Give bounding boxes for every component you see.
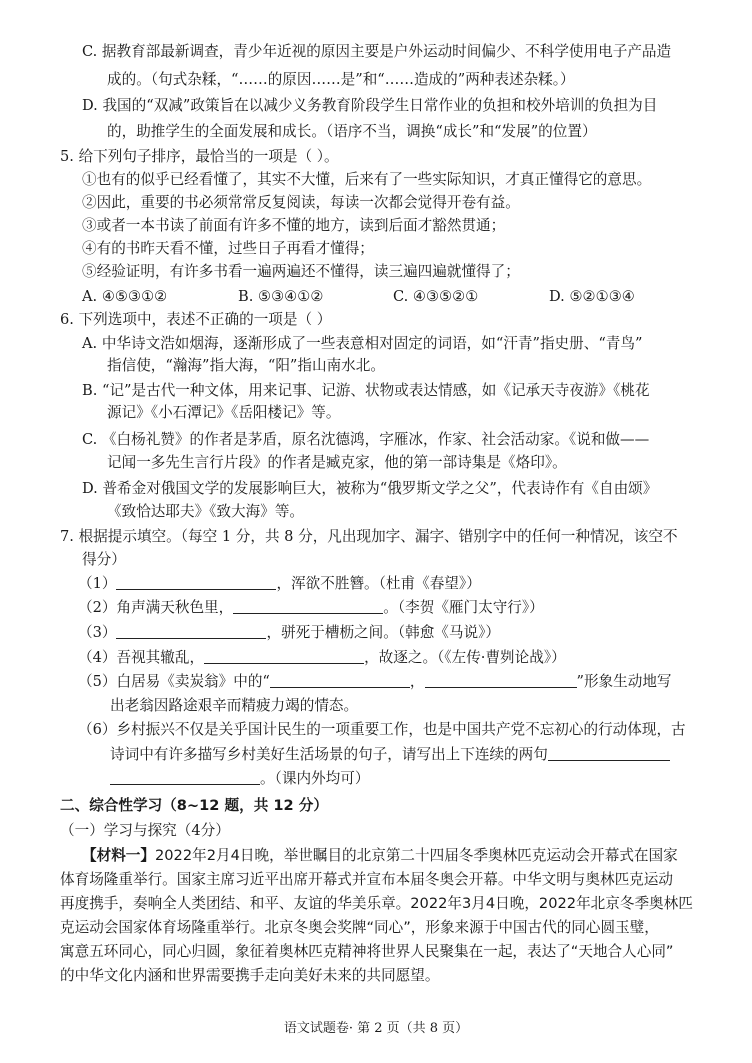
q7-item-4-text: ，故逐之。（《左传·曹刿论战》） [364, 649, 566, 666]
q7-item-3-text: ，骈死于槽枥之间。（韩愈《马说》） [266, 624, 500, 641]
q7-item-3 [78, 623, 500, 643]
material-1-text-1: 2022年2月4日晚，举世瞩目的北京第二十四届冬季奥林匹克运动会开幕式在国家 [154, 847, 678, 864]
material-1-line5: 寓意五环同心，同心归圆，象征着奥林匹克精神将世界人民聚集在一起，表达了“天地合人心同” [60, 943, 674, 960]
q7-item-6-line1: 乡村振兴不仅是关乎国计民生的一项重要工作，也是中国共产党不忘初心的行动体现，古 [116, 721, 686, 738]
q7-item-4-number: （4） [78, 649, 117, 666]
material-1-label: 【材料一】 [82, 847, 155, 864]
material-1-line3: 再度携手，奏响全人类团结、和平、友谊的华美乐章。2022年3月4日晚，2022年北京冬季奥林匹 [60, 895, 693, 912]
material-1-line1 [82, 846, 678, 866]
q7-item-3-number: （3） [78, 624, 117, 641]
q6-option-a-line1: A. 中华诗文浩如烟海，逐渐形成了一些表意相对固定的词语，如“汗青”指史册、“青鸟” [82, 335, 643, 352]
q7-item-3-blank[interactable] [116, 623, 266, 639]
q7-item-5-text: ”形象生动地写 [576, 673, 672, 690]
q5-sentence-5: ⑤经验证明，有许多书看一遍两遍还不懂得，读三遍四遍就懂得了； [82, 263, 520, 280]
q7-item-6-line3-row [110, 769, 369, 789]
page-footer: 语文试题卷· 第 2 页（共 8 页） [283, 1021, 469, 1036]
q5-sentence-3: ③或者一本书读了前面有许多不懂的地方，读到后面才豁然贯通； [82, 217, 506, 234]
q7-item-1-number: （1） [78, 575, 117, 592]
material-1-line4: 克运动会国家体育场隆重举行。北京冬奥会奖牌“同心”，形象来源于中国古代的同心圆玉璧， [60, 919, 659, 936]
q7-item-5 [78, 672, 672, 692]
q7-item-5-blank-1[interactable] [270, 672, 410, 688]
q7-item-5-blank-2[interactable] [425, 672, 577, 688]
q7-item-5-line2: 出老翁因路途艰辛而精疲力竭的情态。 [110, 697, 359, 714]
q5-sentence-4: ④有的书昨天看不懂，过些日子再看才懂得； [82, 240, 374, 257]
q6-option-d-line2: 《致恰达耶夫》《致大海》等。 [107, 503, 305, 520]
q5-sentence-1: ①也有的似乎已经看懂了，其实不大懂，后来有了一些实际知识，才真正懂得它的意思。 [82, 171, 652, 188]
q7-item-2 [78, 598, 544, 618]
q7-item-6-line2-row [110, 745, 670, 765]
q7-stem-line2: 得分） [82, 551, 126, 568]
q5-choice-c: C. ④③⑤②① [393, 288, 479, 305]
q7-item-6 [78, 720, 686, 740]
q5-choice-a: A. ④⑤③①② [82, 288, 168, 305]
section-2-subtitle: （一）学习与探究（4分） [60, 822, 230, 839]
q7-item-6-blank-2[interactable] [110, 769, 260, 785]
q5-sentence-2: ②因此，重要的书必须常常反复阅读，每读一次都会觉得开卷有益。 [82, 194, 520, 211]
q7-stem-line1: 7. 根据提示填空。（每空 1 分，共 8 分，凡出现加字、漏字、错别字中的任何一种情况，该空不 [60, 528, 678, 545]
q6-option-b-line2: 源记》《小石潭记》《岳阳楼记》等。 [107, 404, 341, 421]
q7-item-1-text: ，浑欲不胜簪。（杜甫《春望》） [276, 575, 481, 592]
q7-item-5-comma: ， [409, 673, 425, 690]
q6-option-c-line2: 记闻一多先生言行片段》的作者是臧克家，他的第一部诗集是《烙印》。 [107, 454, 567, 471]
q6-option-a-line2: 指信使，“瀚海”指大海，“阳”指山南水北。 [107, 357, 385, 374]
q5-choice-d: D. ⑤②①③④ [549, 288, 635, 305]
q7-item-2-blank[interactable] [233, 598, 383, 614]
q5-stem: 5. 给下列句子排序，最恰当的一项是（ ）。 [60, 148, 339, 165]
q7-item-1 [78, 574, 481, 594]
q7-item-2-prefix: 角声满天秋色里， [116, 599, 234, 616]
q6-stem: 6. 下列选项中，表述不正确的一项是（ ） [60, 311, 332, 328]
material-1-line2: 体育场隆重举行。国家主席习近平出席开幕式并宣布本届冬奥会开幕。中华文明与奥林匹克运动 [60, 871, 673, 888]
material-1-line6: 的中华文化内涵和世界需要携手走向美好未来的共同愿望。 [60, 967, 440, 984]
section-2-title: 二、综合性学习（8~12 题，共 12 分） [60, 797, 328, 814]
q6-option-c-line1: C. 《白杨礼赞》的作者是茅盾，原名沈德鸿，字雁冰，作家、社会活动家。《说和做—— [82, 431, 650, 448]
q6-option-b-line1: B. “记”是古代一种文体，用来记事、记游、状物或表达情感，如《记承天寺夜游》《桃花 [82, 382, 650, 399]
q7-item-2-number: （2） [78, 599, 117, 616]
q7-item-6-line3: 。（课内外均可） [260, 770, 370, 787]
q4-option-c-line2: 成的。（句式杂糅，“……的原因……是”和“……造成的”两种表述杂糅。） [107, 71, 575, 88]
q7-item-4 [78, 648, 566, 668]
q4-option-d-line2: 的，助推学生的全面发展和成长。（语序不当，调换“成长”和“发展”的位置） [107, 123, 597, 140]
q6-option-d-line1: D. 普希金对俄国文学的发展影响巨大，被称为“俄罗斯文学之父”，代表诗作有《自由颂》 [82, 480, 658, 497]
q7-item-5-prefix: 白居易《卖炭翁》中的“ [116, 673, 270, 690]
q4-option-d-line1: D. 我国的“双减”政策旨在以减少义务教育阶段学生日常作业的负担和校外培训的负担为目 [82, 97, 658, 114]
q7-item-4-prefix: 吾视其辙乱， [116, 649, 205, 666]
q4-option-c-line1: C. 据教育部最新调查，青少年近视的原因主要是户外运动时间偏少、不科学使用电子产品造 [82, 43, 672, 60]
q7-item-5-number: （5） [78, 673, 117, 690]
q7-item-6-number: （6） [78, 721, 117, 738]
q5-choice-b: B. ⑤③④①② [238, 288, 324, 305]
q7-item-6-blank-1[interactable] [548, 745, 670, 761]
q7-item-4-blank[interactable] [204, 648, 364, 664]
q7-item-1-blank[interactable] [116, 574, 276, 590]
q7-item-2-text: 。（李贺《雁门太守行》） [383, 599, 544, 616]
q7-item-6-line2: 诗词中有许多描写乡村美好生活场景的句子，请写出上下连续的两句 [110, 746, 548, 763]
